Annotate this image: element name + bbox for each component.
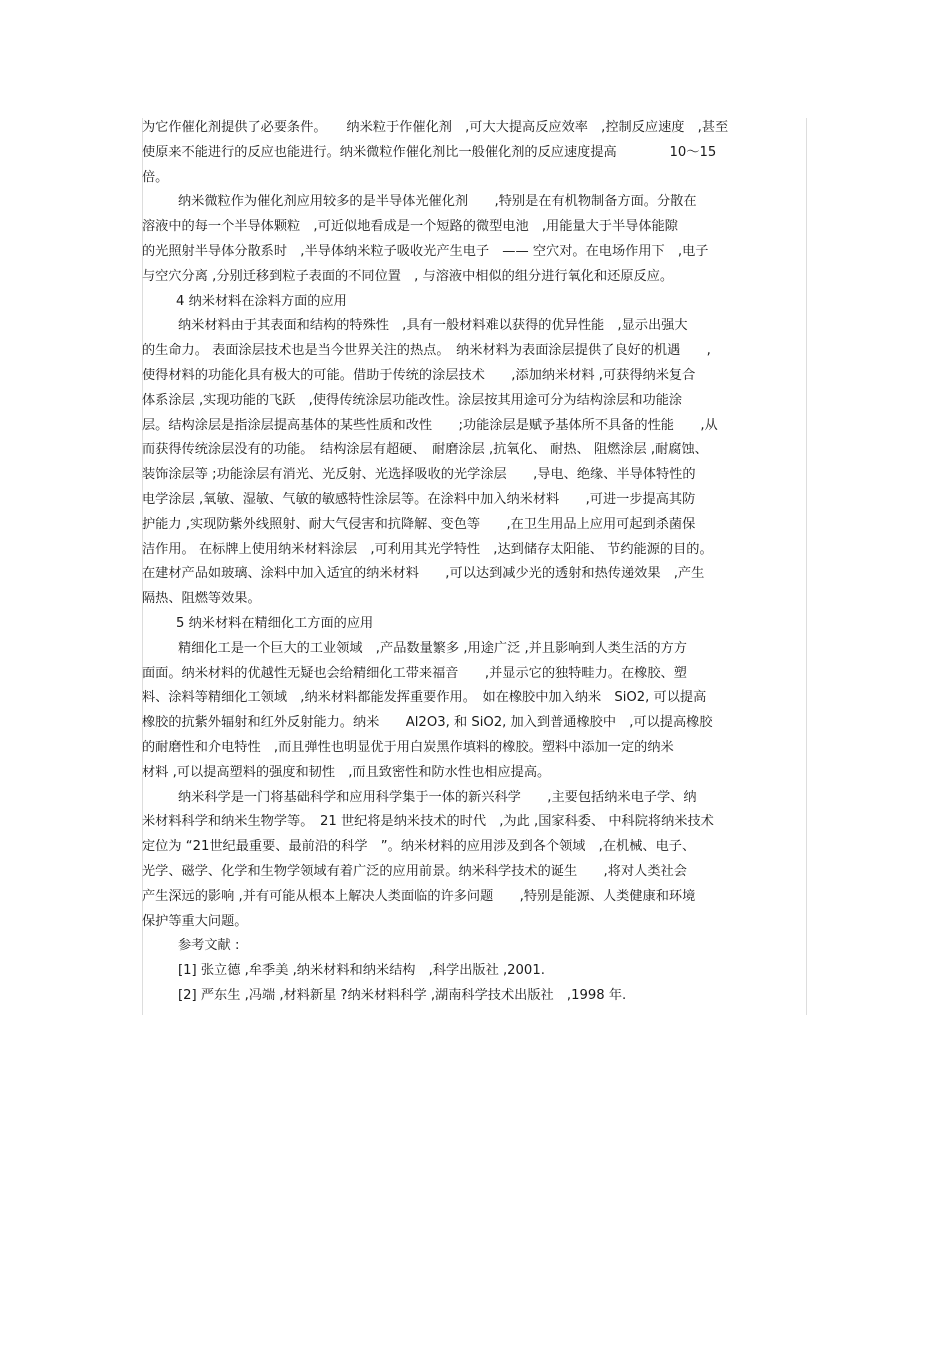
- document-body: [142, 116, 807, 1009]
- text-line: 料、涂料等精细化工领域 ,纳米材料都能发挥重要作用。 如在橡胶中加入纳米 SiO2, 可以提高: [142, 690, 707, 706]
- text-line: 精细化工是一个巨大的工业领域 ,产品数量繁多 ,用途广泛 ,并且影响到人类生活的方方: [178, 640, 687, 656]
- text-line: 体系涂层 ,实现功能的飞跃 ,使得传统涂层功能改性。涂层按其用途可分为结构涂层和功能涂: [142, 392, 683, 408]
- text-line: 面面。纳米材料的优越性无疑也会给精细化工带来福音 ,并显示它的独特畦力。在橡胶、塑: [142, 665, 687, 681]
- text-line: 橡胶的抗紫外辐射和红外反射能力。纳米 Al2O3, 和 SiO2, 加入到普通橡胶中 ,可以提高橡胶: [142, 715, 713, 731]
- text-line: 产生深远的影响 ,并有可能从根本上解决人类面临的许多问题 ,特别是能源、人类健康和环境: [142, 888, 696, 904]
- text-line: 米材料科学和纳米生物学等。 21 世纪将是纳米技术的时代 ,为此 ,国家科委、 中科院将纳米技术: [142, 814, 714, 830]
- text-line: 电学涂层 ,氧敏、湿敏、气敏的敏感特性涂层等。在涂料中加入纳米材料 ,可进一步提高其防: [142, 491, 696, 507]
- text-line: 参考文献 :: [178, 938, 240, 954]
- text-line: 光学、磁学、化学和生物学领域有着广泛的应用前景。纳米科学技术的诞生 ,将对人类社会: [142, 863, 687, 879]
- text-line: 为它作催化剂提供了必要条件。 纳米粒于作催化剂 ,可大大提高反应效率 ,控制反应速度 ,甚至: [142, 120, 729, 135]
- text-line: 护能力 ,实现防紫外线照射、耐大气侵害和抗降解、变色等 ,在卫生用品上应用可起到杀菌保: [142, 516, 696, 532]
- text-line: 倍。: [142, 169, 169, 185]
- text-line: 使原来不能进行的反应也能进行。纳米微粒作催化剂比一般催化剂的反应速度提高 10～15: [142, 144, 717, 160]
- text-line: 保护等重大问题。: [142, 913, 248, 929]
- text-line: 材料 ,可以提高塑料的强度和韧性 ,而且致密性和防水性也相应提高。: [142, 764, 551, 780]
- text-line: 与空穴分离 ,分别迁移到粒子表面的不同位置 , 与溶液中相似的组分进行氧化和还原反应。: [142, 268, 674, 284]
- text-line: 使得材料的功能化具有极大的可能。借助于传统的涂层技术 ,添加纳米材料 ,可获得纳米复合: [142, 367, 696, 383]
- text-line: [1] 张立德 ,牟季美 ,纳米材料和纳米结构 ,科学出版社 ,2001.: [178, 963, 545, 979]
- text-line: 层。结构涂层是指涂层提高基体的某些性质和改性 ;功能涂层是赋予基体所不具备的性能 ,从: [142, 417, 718, 433]
- section-heading: 5 纳米材料在精细化工方面的应用: [176, 615, 374, 631]
- section-heading: 4 纳米材料在涂料方面的应用: [176, 293, 347, 309]
- text-line: 定位为 “21世纪最重要、最前沿的科学 ”。纳米材料的应用涉及到各个领域 ,在机械、电子、: [142, 839, 696, 855]
- text-line: 纳米科学是一门将基础科学和应用科学集于一体的新兴科学 ,主要包括纳米电子学、纳: [178, 789, 697, 805]
- text-line: 而获得传统涂层没有的功能。 结构涂层有超硬、 耐磨涂层 ,抗氧化、 耐热、 阻燃涂层 ,耐腐蚀、: [142, 442, 708, 458]
- text-line: 的耐磨性和介电特性 ,而且弹性也明显优于用白炭黑作填料的橡胶。塑料中添加一定的纳米: [142, 739, 674, 755]
- text-line: 隔热、阻燃等效果。: [142, 591, 261, 607]
- text-line: 洁作用。 在标牌上使用纳米材料涂层 ,可利用其光学特性 ,达到储存太阳能、 节约能源的目的。: [142, 541, 713, 557]
- text-line: 溶液中的每一个半导体颗粒 ,可近似地看成是一个短路的微型电池 ,用能量大于半导体能隙: [142, 219, 678, 235]
- text-line: 装饰涂层等 ;功能涂层有消光、光反射、光选择吸收的光学涂层 ,导电、绝缘、半导体特性的: [142, 467, 696, 483]
- text-line: 纳米材料由于其表面和结构的特殊性 ,具有一般材料难以获得的优异性能 ,显示出强大: [178, 318, 688, 334]
- text-line: [2] 严东生 ,冯端 ,材料新星 ?纳米材料科学 ,湖南科学技术出版社 ,1998 年.: [178, 987, 627, 1003]
- text-line: 纳米微粒作为催化剂应用较多的是半导体光催化剂 ,特别是在有机物制备方面。分散在: [178, 194, 697, 210]
- text-line: 的生命力。 表面涂层技术也是当今世界关注的热点。 纳米材料为表面涂层提供了良好的机遇 ,: [142, 343, 711, 359]
- text-line: 的光照射半导体分散系时 ,半导体纳米粒子吸收光产生电子 —— 空穴对。在电场作用下 ,电子: [142, 243, 709, 259]
- text-line: 在建材产品如玻璃、涂料中加入适宜的纳米材料 ,可以达到减少光的透射和热传递效果 ,产生: [142, 566, 705, 582]
